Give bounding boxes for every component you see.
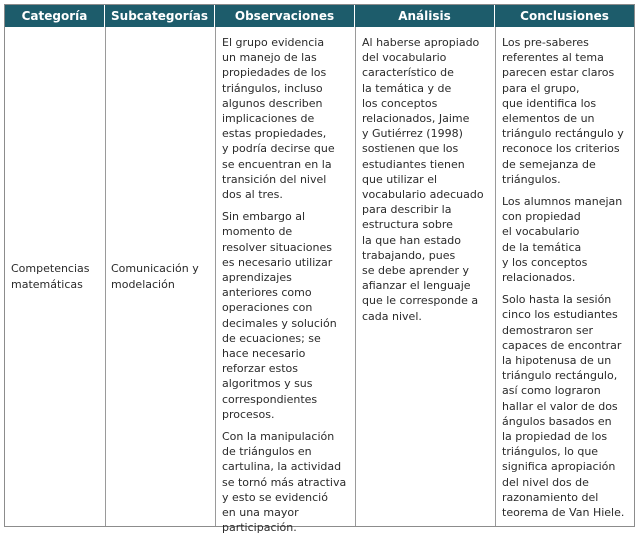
observaciones-paragraph-line: en una mayor (222, 506, 299, 520)
cell-analisis (362, 35, 493, 331)
conclusiones-paragraph-line: Los alumnos manejan (502, 195, 623, 209)
observaciones-paragraph-line: aprendizajes (222, 271, 292, 285)
analisis-paragraph-line: y Gutiérrez (1998) (362, 127, 463, 141)
column-divider (215, 27, 216, 526)
observaciones-paragraph-line: momento de (222, 225, 293, 239)
results-table (4, 4, 635, 535)
conclusiones-paragraph-line: triángulo rectángulo, (502, 369, 618, 383)
observaciones-paragraph-line: procesos. (222, 407, 275, 421)
subcategoria-line: Comunicación y (111, 262, 199, 276)
conclusiones-paragraph-line: para el grupo, (502, 81, 580, 95)
analisis-paragraph-line: para describir la (362, 203, 452, 217)
conclusiones-paragraph-line: demostraron ser (502, 323, 594, 337)
analisis-paragraph (362, 35, 493, 324)
conclusiones-paragraph-line: la propiedad de los (502, 430, 608, 444)
conclusiones-paragraph-line: elementos de un (502, 112, 595, 126)
analisis-paragraph-line: sostienen que los (362, 142, 459, 156)
analisis-paragraph-line: del vocabulario (362, 51, 447, 65)
observaciones-paragraph (222, 429, 353, 535)
conclusiones-paragraph-line: que identifica los (502, 96, 597, 110)
observaciones-paragraph-line: se encuentran en la (222, 157, 332, 171)
categoria-text (11, 261, 90, 291)
analisis-paragraph-line: que le corresponde a (362, 294, 479, 308)
observaciones-paragraph-line: decimales y solución (222, 316, 337, 330)
observaciones-paragraph-line: algunos describen (222, 96, 323, 110)
observaciones-paragraph (222, 35, 353, 202)
analisis-paragraph-line: los conceptos (362, 96, 438, 110)
observaciones-paragraph (222, 209, 353, 422)
conclusiones-paragraph-line: capaces de encontrar (502, 338, 622, 352)
conclusiones-paragraph-line: y los conceptos (502, 255, 588, 269)
observaciones-paragraph-line: de ecuaciones; se (222, 331, 321, 345)
observaciones-paragraph-line: transición del nivel (222, 172, 327, 186)
conclusiones-paragraph-line: de la temática (502, 240, 582, 254)
conclusiones-paragraph-line: así como lograron (502, 384, 601, 398)
observaciones-paragraph-line: dos al tres. (222, 188, 283, 202)
analisis-paragraph-line: afianzar el lenguaje (362, 279, 471, 293)
header-subcategorias: Subcategorías (105, 5, 215, 27)
observaciones-paragraph-line: operaciones con (222, 301, 313, 315)
column-divider (355, 27, 356, 526)
conclusiones-paragraph-line: triángulos, lo que (502, 445, 599, 459)
observaciones-paragraph-line: cartulina, la actividad (222, 460, 342, 474)
categoria-line: Competencias (11, 262, 90, 276)
conclusiones-paragraph-line: el vocabulario (502, 225, 580, 239)
observaciones-paragraph-line: participación. (222, 521, 297, 535)
conclusiones-paragraph-line: del nivel dos de (502, 475, 589, 489)
column-divider (495, 27, 496, 526)
analisis-paragraph-line: característico de (362, 66, 454, 80)
conclusiones-paragraph-line: ángulos basados en (502, 414, 612, 428)
header-conclusiones: Conclusiones (495, 5, 634, 27)
cell-subcategoria (105, 27, 215, 526)
conclusiones-paragraph-line: triángulo rectángulo y (502, 127, 624, 141)
analisis-paragraph-line: que utilizar el (362, 172, 438, 186)
observaciones-paragraph-line: hace necesario (222, 347, 306, 361)
conclusiones-paragraph (502, 292, 633, 520)
observaciones-paragraph-line: de triángulos en (222, 445, 312, 459)
header-observaciones: Observaciones (215, 5, 355, 27)
subcategoria-line: modelación (111, 277, 175, 291)
conclusiones-paragraph-line: reconoce los criterios (502, 142, 620, 156)
analisis-paragraph-line: trabajando, pues (362, 248, 456, 262)
conclusiones-paragraph-line: Solo hasta la sesión (502, 293, 612, 307)
analisis-paragraph-line: se debe aprender y (362, 264, 470, 278)
analisis-paragraph-line: la que han estado (362, 233, 461, 247)
observaciones-paragraph-line: resolver situaciones (222, 240, 332, 254)
analisis-paragraph-line: la temática y de (362, 81, 452, 95)
analisis-paragraph-line: vocabulario adecuado (362, 188, 484, 202)
analisis-paragraph-line: estructura sobre (362, 218, 453, 232)
observaciones-paragraph-line: Sin embargo al (222, 210, 306, 224)
observaciones-paragraph-line: se tornó más atractiva (222, 475, 347, 489)
observaciones-paragraph-line: estas propiedades, (222, 127, 327, 141)
conclusiones-paragraph-line: relacionados. (502, 271, 576, 285)
analisis-paragraph-line: cada nivel. (362, 309, 422, 323)
observaciones-paragraph-line: es necesario utilizar (222, 255, 333, 269)
observaciones-paragraph-line: anteriores como (222, 286, 312, 300)
conclusiones-paragraph (502, 194, 633, 285)
conclusiones-paragraph (502, 35, 633, 187)
conclusiones-paragraph-line: hallar el valor de dos (502, 399, 618, 413)
conclusiones-paragraph-line: triángulos. (502, 172, 561, 186)
analisis-paragraph-line: estudiantes tienen (362, 157, 465, 171)
conclusiones-paragraph-line: cinco los estudiantes (502, 308, 618, 322)
subcategoria-text (111, 261, 199, 291)
cell-observaciones (222, 35, 353, 543)
conclusiones-paragraph-line: teorema de Van Hiele. (502, 506, 625, 520)
conclusiones-paragraph-line: de semejanza de (502, 157, 596, 171)
observaciones-paragraph-line: El grupo evidencia (222, 36, 325, 49)
observaciones-paragraph-line: triángulos, incluso (222, 81, 323, 95)
conclusiones-paragraph-line: la hipotenusa de un (502, 354, 612, 368)
conclusiones-paragraph-line: con propiedad (502, 210, 581, 224)
observaciones-paragraph-line: y podría decirse que (222, 142, 335, 156)
analisis-paragraph-line: relacionados, Jaime (362, 112, 470, 126)
observaciones-paragraph-line: propiedades de los (222, 66, 327, 80)
observaciones-paragraph-line: correspondientes (222, 392, 318, 406)
observaciones-paragraph-line: algoritmos y sus (222, 377, 313, 391)
cell-conclusiones (502, 35, 633, 527)
observaciones-paragraph-line: un manejo de las (222, 51, 317, 65)
conclusiones-paragraph-line: significa apropiación (502, 460, 616, 474)
categoria-line: matemáticas (11, 277, 83, 291)
observaciones-paragraph-line: y esto se evidenció (222, 490, 328, 504)
cell-categoria (5, 27, 105, 526)
observaciones-paragraph-line: reforzar estos (222, 362, 298, 376)
analisis-paragraph-line: Al haberse apropiado (362, 36, 480, 49)
conclusiones-paragraph-line: Los pre-saberes (502, 36, 589, 49)
header-categoria: Categoría (5, 5, 105, 27)
observaciones-paragraph-line: implicaciones de (222, 112, 315, 126)
conclusiones-paragraph-line: referentes al tema (502, 51, 604, 65)
observaciones-paragraph-line: Con la manipulación (222, 430, 335, 444)
header-analisis: Análisis (355, 5, 495, 27)
conclusiones-paragraph-line: razonamiento del (502, 490, 599, 504)
conclusiones-paragraph-line: parecen estar claros (502, 66, 615, 80)
